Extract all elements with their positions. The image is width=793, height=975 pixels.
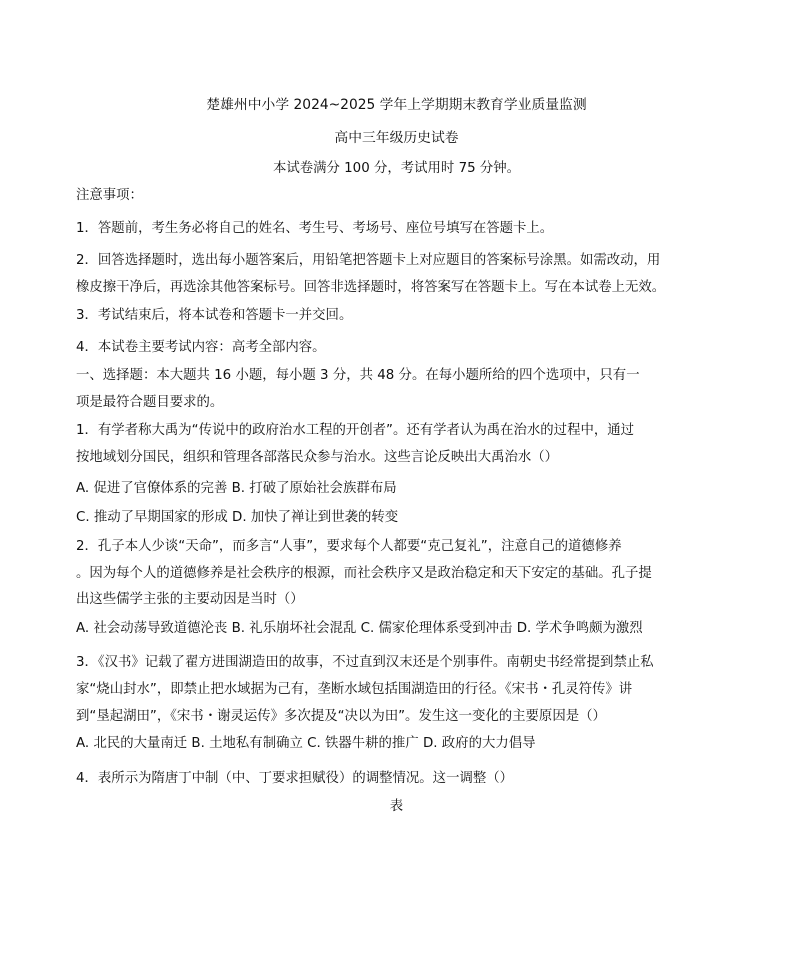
table-caption: 表 — [389, 799, 404, 814]
question-1-options: C. 推动了早期国家的形成 D. 加快了禅让到世袭的转变 — [76, 510, 399, 525]
section-heading-cont: 项是最符合题目要求的。 — [76, 395, 224, 410]
question-3-text: 家“烧山封水”，即禁止把水域据为己有，垄断水域包括围湖造田的行径。《宋书・孔灵符传》讲 — [76, 682, 633, 697]
question-2-text: 。因为每个人的道德修养是社会秩序的根源，而社会秩序又是政治稳定和天下安定的基础。孔子提 — [76, 566, 652, 581]
question-3-text: 3．《汉书》记载了翟方进围湖造田的故事，不过直到汉末还是个别事件。南朝史书经常提到禁止私 — [76, 655, 654, 670]
notes-heading: 注意事项： — [76, 188, 143, 203]
note-item: 4．本试卷主要考试内容：高考全部内容。 — [76, 340, 326, 355]
question-1-options: A. 促进了官僚体系的完善 B. 打破了原始社会族群布局 — [76, 481, 397, 496]
question-4-text: 4．表所示为隋唐丁中制（中、丁要求担赋役）的调整情况。这一调整（） — [76, 771, 514, 786]
question-2-options: A. 社会动荡导致道德沦丧 B. 礼乐崩坏社会混乱 C. 儒家伦理体系受到冲击 D. 学术争鸣颇为激烈 — [76, 621, 643, 636]
question-2-text: 出这些儒学主张的主要动因是当时（） — [76, 592, 304, 607]
question-1-text: 1．有学者称大禹为“传说中的政府治水工程的开创者”。还有学者认为禹在治水的过程中，通过 — [76, 423, 635, 438]
question-1-text: 按地域划分国民，组织和管理各部落民众参与治水。这些言论反映出大禹治水（） — [76, 450, 559, 465]
exam-subtitle: 高中三年级历史试卷 — [334, 130, 459, 146]
note-item: 1．答题前，考生务必将自己的姓名、考生号、考场号、座位号填写在答题卡上。 — [76, 221, 554, 236]
exam-title: 楚雄州中小学 2024~2025 学年上学期期末教育学业质量监测 — [206, 97, 587, 113]
question-3-options: A. 北民的大量南迁 B. 土地私有制确立 C. 铁器牛耕的推广 D. 政府的大力倡导 — [76, 736, 536, 751]
note-item: 橡皮擦干净后，再选涂其他答案标号。回答非选择题时，将答案写在答题卡上。写在本试卷上无效。 — [76, 280, 666, 295]
section-heading: 一、选择题：本大题共 16 小题，每小题 3 分，共 48 分。在每小题所给的四个选项中，只有一 — [76, 368, 640, 383]
exam-info: 本试卷满分 100 分，考试用时 75 分钟。 — [272, 161, 521, 176]
note-item: 3．考试结束后，将本试卷和答题卡一并交回。 — [76, 308, 353, 323]
question-2-text: 2．孔子本人少谈“天命”，而多言“人事”，要求每个人都要“克己复礼”，注意自己的道德修养 — [76, 539, 622, 554]
question-3-text: 到“垦起湖田”，《宋书・谢灵运传》多次提及“决以为田”。发生这一变化的主要原因是（） — [76, 709, 606, 724]
note-item: 2．回答选择题时，选出每小题答案后，用铅笔把答题卡上对应题目的答案标号涂黑。如需改动，用 — [76, 253, 661, 268]
